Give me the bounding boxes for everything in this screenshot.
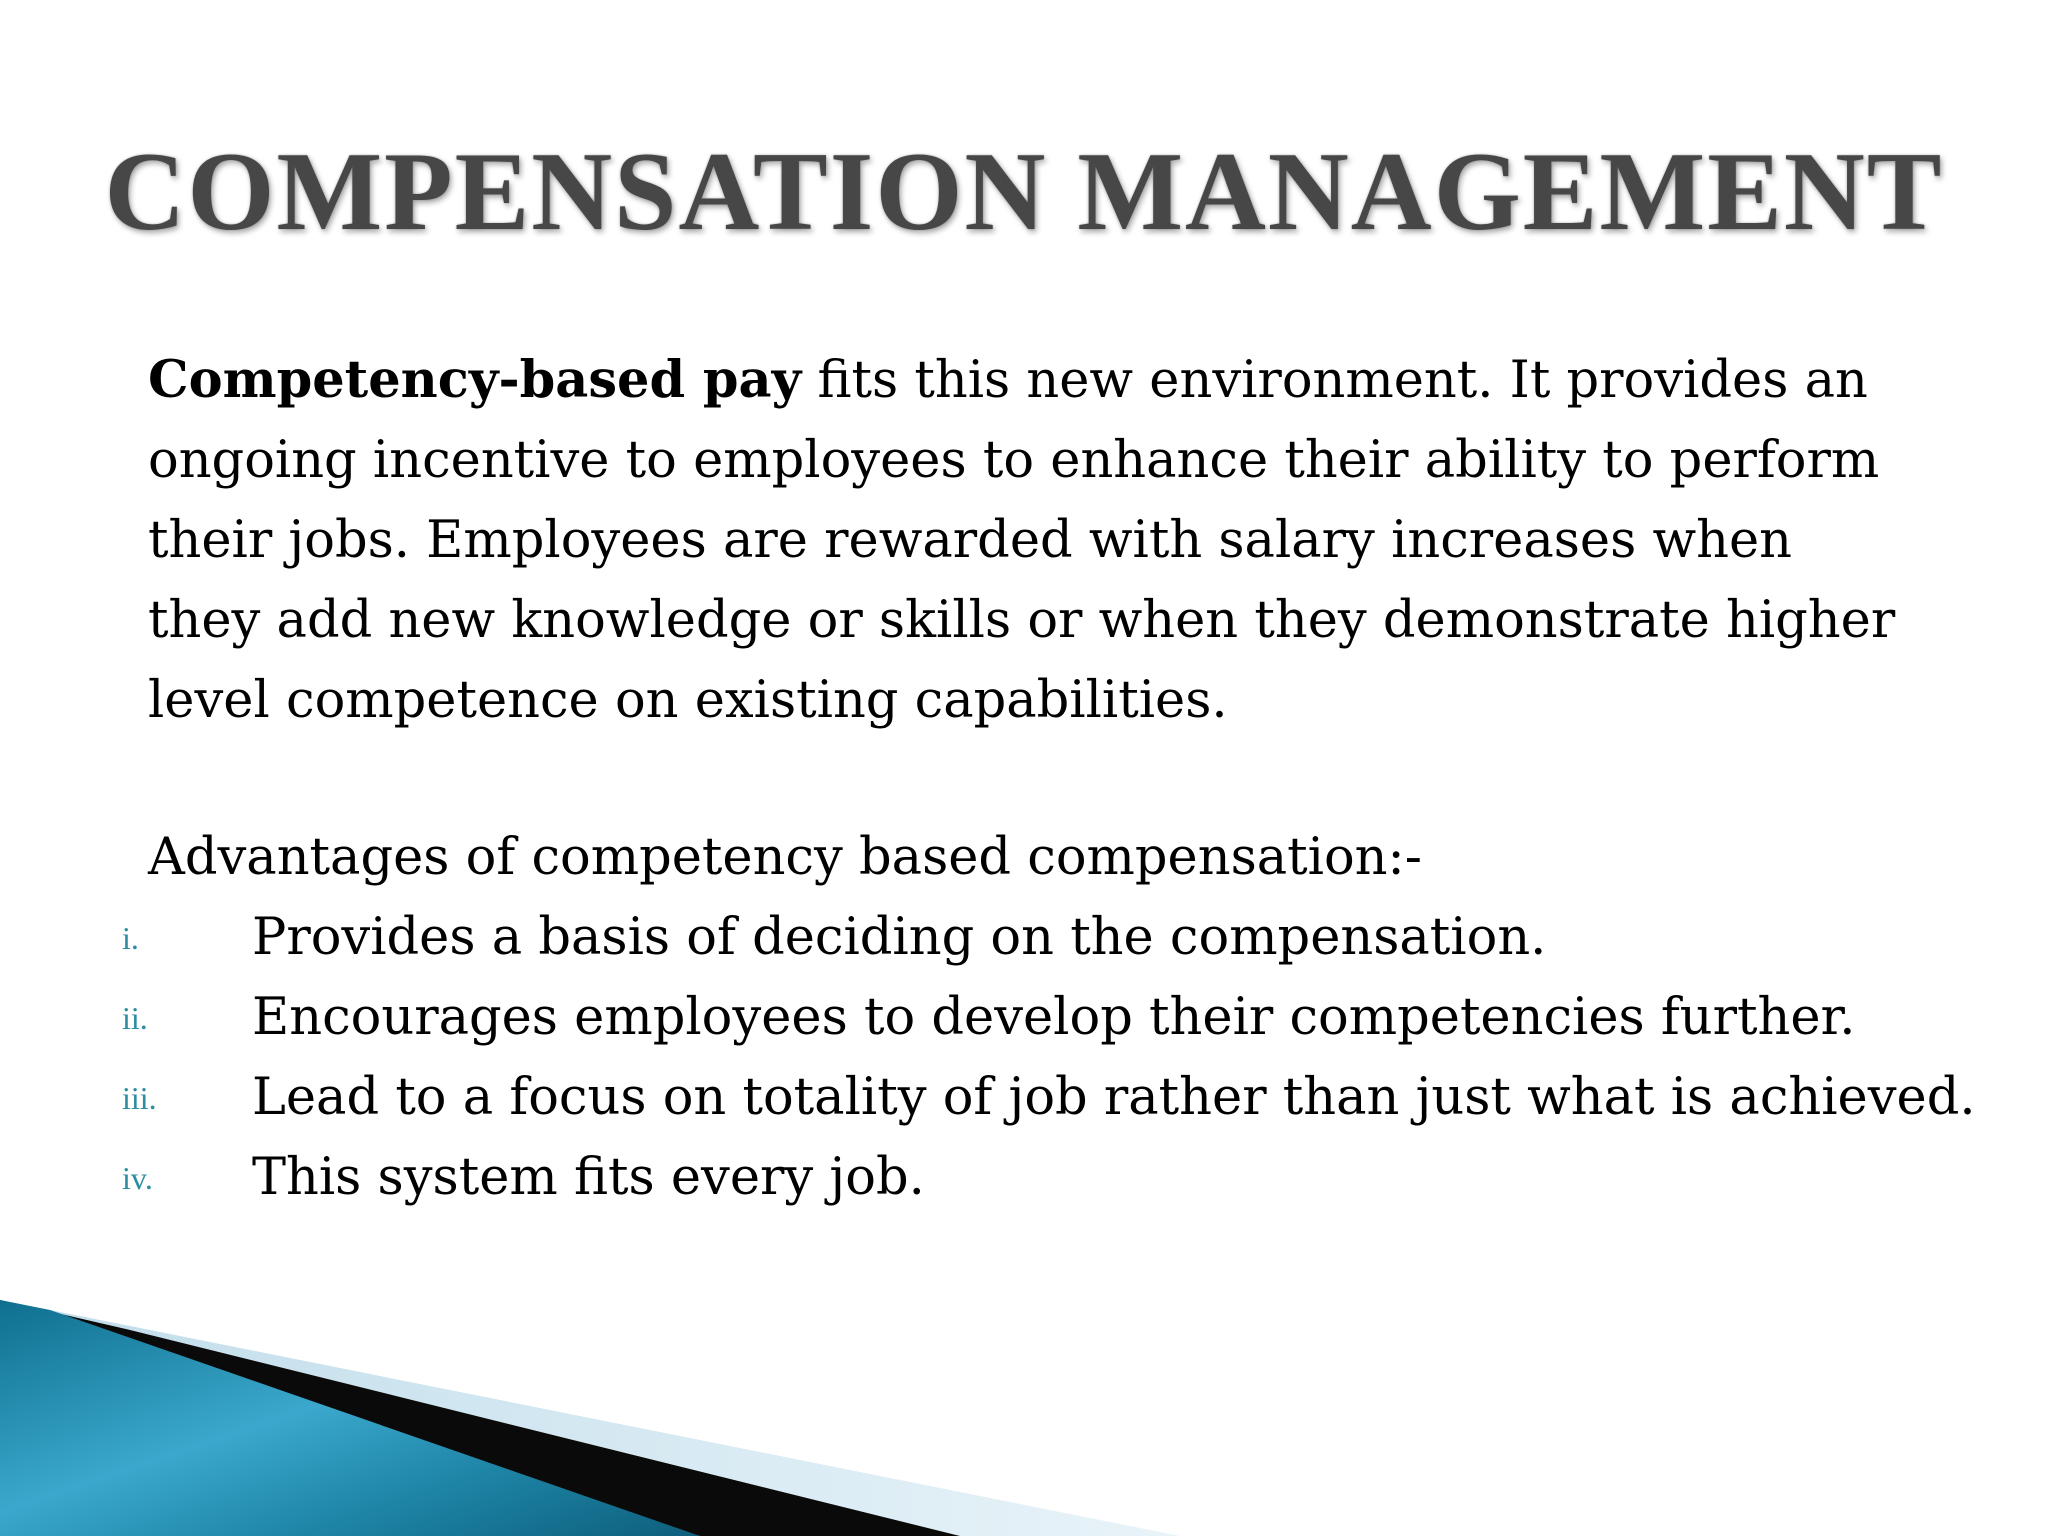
list-item-text: Lead to a focus on totality of job rather than just what is achieved. bbox=[252, 1068, 1976, 1127]
slide-title: COMPENSATION MANAGEMENT bbox=[104, 130, 1944, 254]
list-marker: iv. bbox=[122, 1160, 153, 1196]
intro-bold-term: Competency-based pay bbox=[148, 350, 802, 410]
intro-paragraph bbox=[148, 340, 1908, 741]
black-stripe bbox=[0, 1300, 960, 1536]
pale-blue-stripe bbox=[0, 1300, 1180, 1536]
list-marker: ii. bbox=[122, 1000, 148, 1036]
list-marker: i. bbox=[122, 920, 139, 956]
list-item-text: Provides a basis of deciding on the compensation. bbox=[252, 908, 1547, 967]
list-marker: iii. bbox=[122, 1080, 157, 1116]
intro-text: fits this new environment. It provides an ongoing incentive to employees to enhance their ability to perform their jobs. Employees are rewarded with salary increases when they add new knowledge or skills or when they demonstrate higher level competence on existing capabilities. bbox=[148, 351, 1896, 730]
list-item-text: Encourages employees to develop their competencies further. bbox=[252, 988, 1856, 1047]
teal-wedge bbox=[0, 1300, 700, 1536]
list-item-text: This system fits every job. bbox=[252, 1148, 925, 1207]
advantages-heading: Advantages of competency based compensation:- bbox=[148, 828, 1422, 887]
